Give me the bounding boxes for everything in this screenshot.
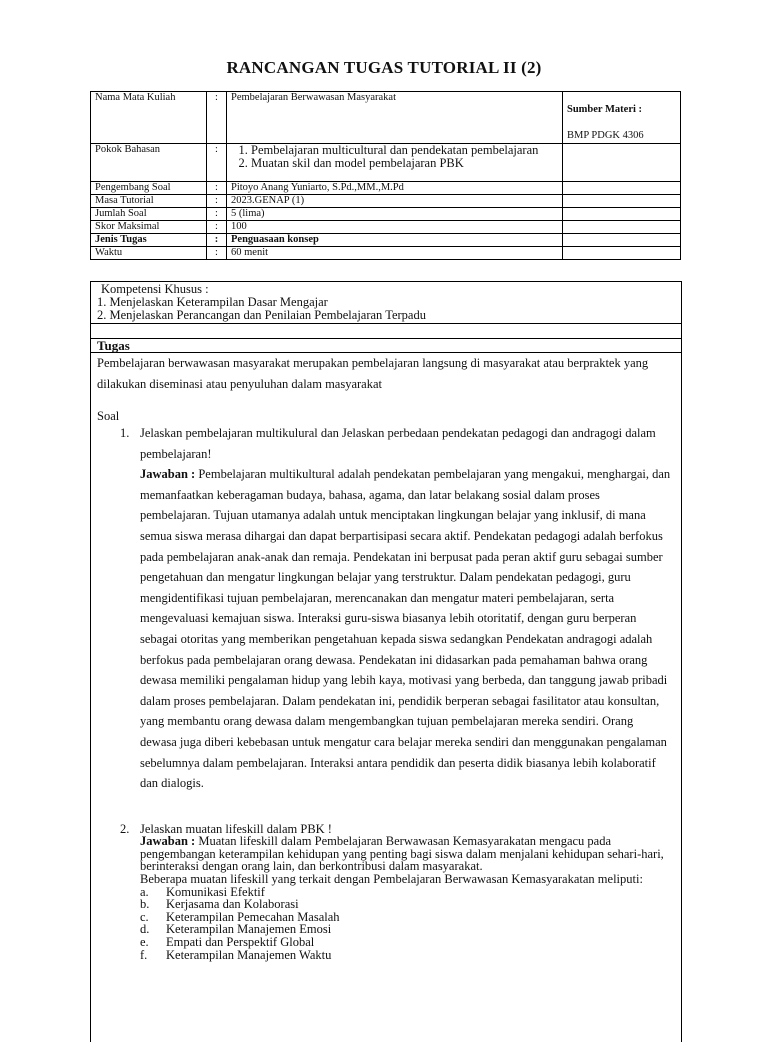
list-letter: c. <box>140 909 149 924</box>
question-text: Jelaskan muatan lifeskill dalam PBK ! <box>140 821 332 836</box>
info-separator: : <box>207 247 227 260</box>
info-value: 2023.GENAP (1) <box>227 195 563 208</box>
list-letter: e. <box>140 935 149 950</box>
lifeskill-list <box>140 886 671 962</box>
info-value: 60 menit <box>227 247 563 260</box>
answer-text: Muatan lifeskill dalam Pembelajaran Berwawasan Kemasyarakatan mengacu pada pengembangan keterampilan kehidupan yang penting bagi siswa dalam menjalani kehidupan sehari-hari, berinteraksi dengan orang lain, dan berkontribusi dalam masyarakat. <box>140 834 664 874</box>
soal-label: Soal <box>97 409 120 423</box>
info-separator: : <box>207 92 227 144</box>
question-text: Jelaskan pembelajaran multikulural dan Jelaskan perbedaan pendekatan pedagogi dan andragogi dalam pembelajaran! <box>140 426 656 461</box>
info-label: Pokok Bahasan <box>91 144 207 182</box>
info-label: Nama Mata Kuliah <box>91 92 207 144</box>
list-letter: b. <box>140 897 150 912</box>
info-value: Pembelajaran Berwawasan Masyarakat <box>227 92 563 144</box>
list-letter: f. <box>140 947 148 962</box>
list-text: Keterampilan Manajemen Waktu <box>166 947 332 962</box>
answer-label: Jawaban : <box>140 834 196 849</box>
task-content <box>91 353 681 961</box>
task-box <box>90 281 682 1042</box>
answer-paragraph <box>140 464 671 794</box>
document-title: RANCANGAN TUGAS TUTORIAL II (2) <box>226 58 542 77</box>
info-separator: : <box>207 208 227 221</box>
answer-text: Pembelajaran multikultural adalah pendekatan pembelajaran yang mengakui, menghargai, dan memanfaatkan keberagaman budaya, bahasa, agama, dan latar belakang sosial dalam proses pembelajaran. Tujuan utamanya adalah untuk menciptakan lingkungan belajar yang inklusif, di mana semua siswa merasa dihargai dan dapat berpartisipasi secara aktif. Pendekatan pedagogi adalah berfokus pada pembelajaran anak-anak dan remaja. Pendekatan ini berpusat pada peran aktif guru sebagai sumber pengetahuan dan mengatur lingkungan belajar yang terstruktur. Dalam pendekatan pedagogi, guru mengidentifikasi tujuan pembelajaran, merencanakan dan mengatur materi pembelajaran, serta mengevaluasi kemajuan siswa. Interaksi guru-siswa biasanya lebih otoritatif, dengan guru berperan sebagai otoritas yang memberikan pengetahuan kepada siswa sedangkan Pendekatan andragogi adalah berfokus pada pembelajaran orang dewasa. Pendekatan ini didasarkan pada pemahaman bahwa orang dewasa memiliki pengalaman hidup yang lebih kaya, motivasi yang berbeda, dan tanggung jawab pribadi dalam proses pembelajaran. Dalam pendekatan ini, pendidik berperan sebagai fasilitator atau konsultan, yang membantu orang dewasa dalam mengembangkan tujuan pembelajaran mereka sendiri. Orang dewasa juga diberi kebebasan untuk mengatur cara belajar mereka sendiri dan menggunakan pengalaman sebelumnya dalam pembelajaran. Interaksi antara pendidik dan peserta didik biasanya lebih kolaboratif dan dialogis. <box>140 467 671 791</box>
kompetensi-item: 1. Menjelaskan Keterampilan Dasar Mengajar <box>97 295 328 309</box>
info-label: Masa Tutorial <box>91 195 207 208</box>
info-label: Waktu <box>91 247 207 260</box>
intro-paragraph: Pembelajaran berwawasan masyarakat merupakan pembelajaran langsung di masyarakat atau berpraktek yang dilakukan diseminasi atau penyuluhan dalam masyarakat <box>97 356 649 391</box>
kompetensi-label: Kompetensi Khusus : <box>101 282 209 296</box>
list-item: 1. Pembelajaran multicultural dan pendekatan pembelajaran <box>251 144 558 157</box>
empty-cell <box>563 195 681 208</box>
list-text: Keterampilan Manajemen Emosi <box>166 922 332 937</box>
list-text: Empati dan Perspektif Global <box>166 935 315 950</box>
info-separator: : <box>207 182 227 195</box>
course-info-table <box>90 91 681 260</box>
question-2 <box>91 823 681 962</box>
empty-cell <box>563 182 681 195</box>
info-separator: : <box>207 221 227 234</box>
empty-cell <box>563 247 681 260</box>
empty-cell <box>563 208 681 221</box>
kompetensi-khusus <box>91 282 681 324</box>
info-label: Jenis Tugas <box>91 234 207 247</box>
info-value: 5 (lima) <box>227 208 563 221</box>
empty-cell <box>563 144 681 182</box>
list-intro: Beberapa muatan lifeskill yang terkait dengan Pembelajaran Berwawasan Kemasyarakatan meliputi: <box>140 872 643 887</box>
sumber-materi-cell <box>563 92 681 144</box>
list-item <box>140 949 671 962</box>
tugas-heading: Tugas <box>91 339 681 353</box>
question-1 <box>91 423 681 794</box>
pokok-bahasan-cell <box>227 144 563 182</box>
info-label: Skor Maksimal <box>91 221 207 234</box>
answer-paragraph <box>140 835 671 873</box>
info-value: 100 <box>227 221 563 234</box>
sumber-materi-label: Sumber Materi : <box>567 104 643 115</box>
kompetensi-item: 2. Menjelaskan Perancangan dan Penilaian Pembelajaran Terpadu <box>97 308 426 322</box>
question-number: 2. <box>120 821 130 836</box>
info-separator: : <box>207 234 227 247</box>
info-value: Pitoyo Anang Yuniarto, S.Pd.,MM.,M.Pd <box>227 182 563 195</box>
sumber-materi-value: BMP PDGK 4306 <box>567 130 644 141</box>
info-label: Jumlah Soal <box>91 208 207 221</box>
info-value: Penguasaan konsep <box>227 234 563 247</box>
list-letter: d. <box>140 922 150 937</box>
list-text: Kerjasama dan Kolaborasi <box>166 897 299 912</box>
answer-label: Jawaban : <box>140 467 196 482</box>
list-text: Komunikasi Efektif <box>166 884 265 899</box>
info-label: Pengembang Soal <box>91 182 207 195</box>
list-text: Keterampilan Pemecahan Masalah <box>166 909 340 924</box>
pokok-bahasan-list <box>231 144 558 170</box>
info-separator: : <box>207 195 227 208</box>
list-item: 2. Muatan skil dan model pembelajaran PBK <box>251 157 558 170</box>
empty-cell <box>563 234 681 247</box>
info-separator: : <box>207 144 227 182</box>
blank-row <box>91 324 681 339</box>
empty-cell <box>563 221 681 234</box>
list-letter: a. <box>140 884 149 899</box>
question-number: 1. <box>120 426 130 440</box>
